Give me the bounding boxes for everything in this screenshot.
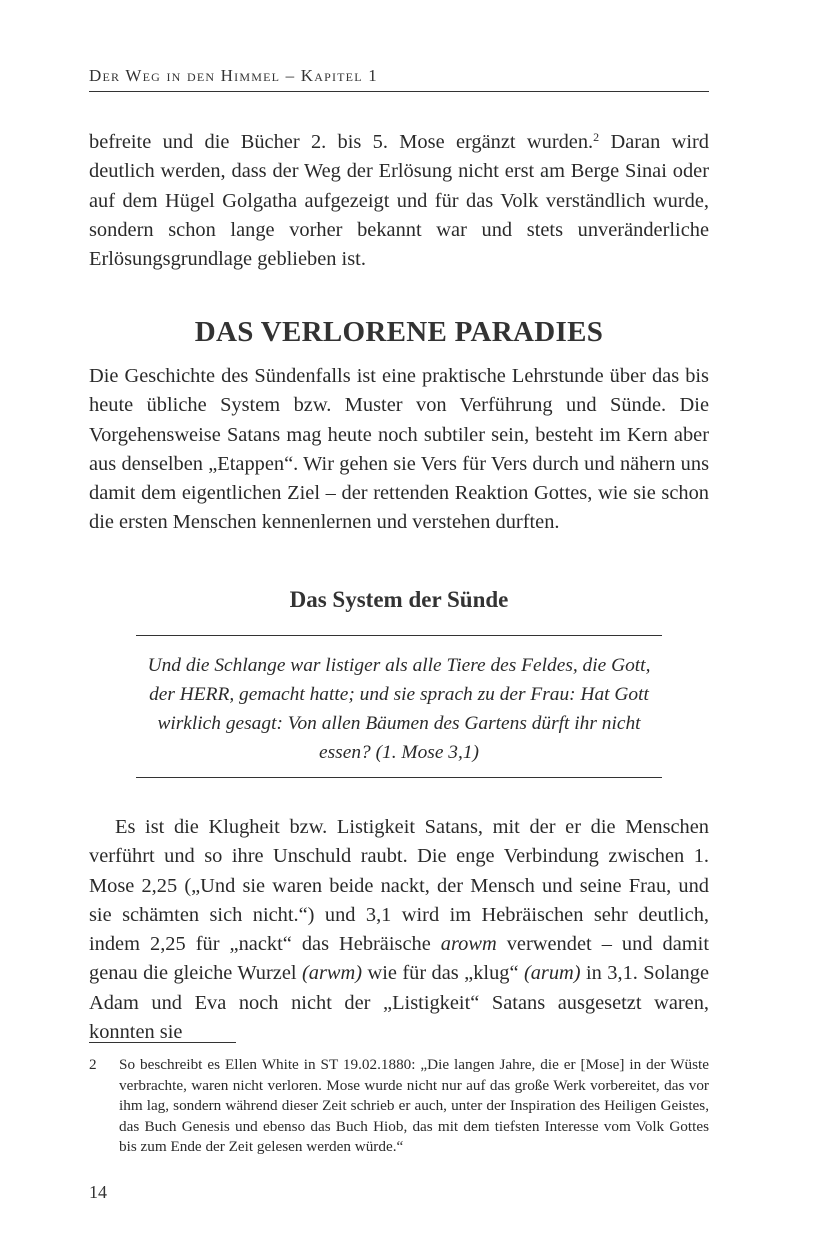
quote-top-rule: [136, 635, 662, 636]
quote-bottom-rule: [136, 777, 662, 778]
paragraph-text: wie für das „klug“: [362, 962, 524, 985]
section-paragraph: Die Geschichte des Sündenfalls ist eine praktische Lehrstunde über das bis heute übliche System bzw. Muster von Verführung und Sünde. Die Vorgehensweise Satans mag heute noch subtiler sein, besteht im Kern aber aus denselben „Etappen“. Wir gehen sie Vers für Vers durch und nähern uns damit dem eigentlichen Ziel – der rettenden Reaktion Gottes, wie sie schon die ersten Menschen kennenlernen und verstehen durften.: [89, 365, 709, 534]
footnote: [89, 1055, 709, 1158]
paragraph-text: Es ist die Klugheit bzw. Listigkeit Satans, mit der er die Menschen verführt und so ihre Unschuld raubt. Die enge Verbindung zwischen 1. Mose 2,25 („Und sie waren beide nackt, der Mensch und seine Frau, und sie schämten sich nicht.“) und 3,1 wird im Hebräischen sehr deutlich, indem 2,25 für „nackt“ das Hebräische: [89, 816, 709, 956]
page-number: 14: [89, 1182, 107, 1202]
paragraph-text: in 3,1. Solange Adam und Eva noch nicht der „Listigkeit“ Satans ausgesetzt waren, konnten sie: [89, 962, 709, 1044]
bible-quote: Und die Schlange war listiger als alle Tiere des Feldes, die Gott, der HERR, gemacht hatte; und sie sprach zu der Frau: Hat Gott wirklich gesagt: Von allen Bäumen des Gartens dürft ihr nicht essen? (1. Mose 3,1): [147, 655, 651, 763]
hebrew-root-arwm: (arwm): [302, 962, 363, 985]
subsection-heading: Das System der Sünde: [289, 587, 509, 612]
intro-text: befreite und die Bücher 2. bis 5. Mose ergänzt wurden.: [89, 131, 594, 153]
section-heading: DAS VERLORENE PARADIES: [194, 316, 604, 348]
running-header: Der Weg in den Himmel – Kapitel 1: [89, 66, 709, 92]
hebrew-term-arum: (arum): [523, 962, 581, 985]
hebrew-term-arowm: arowm: [440, 933, 497, 956]
subsection-paragraph: [89, 813, 709, 1047]
paragraph-text: verwendet – und damit genau die gleiche Wurzel: [89, 933, 709, 985]
footnote-separator: [89, 1042, 236, 1043]
intro-paragraph: [89, 128, 709, 274]
footnote-reference[interactable]: 2: [593, 130, 600, 144]
footnote-number: 2: [89, 1056, 97, 1073]
intro-text-continued: Daran wird deutlich werden, dass der Weg der Erlösung nicht erst am Berge Sinai oder auf dem Hügel Golgatha aufgezeigt und für das Volk verständlich wurde, sondern schon lange vorher bekannt war und stets unveränderliche Erlösungsgrundlage geblieben ist.: [89, 131, 709, 271]
footnote-text: So beschreibt es Ellen White in ST 19.02.1880: „Die langen Jahre, die er [Mose] in der Wüste verbrachte, waren nicht verloren. Mose wurde nicht nur auf das große Werk vorbereitet, das vor ihm lag, sondern während dieser Zeit schrieb er auch, unter der Inspiration des Heiligen Geistes, das Buch Genesis und ebenso das Buch Hiob, das mit dem tiefsten Interesse vom Volk Gottes bis zum Ende der Zeit gelesen werden würde.“: [119, 1056, 709, 1156]
